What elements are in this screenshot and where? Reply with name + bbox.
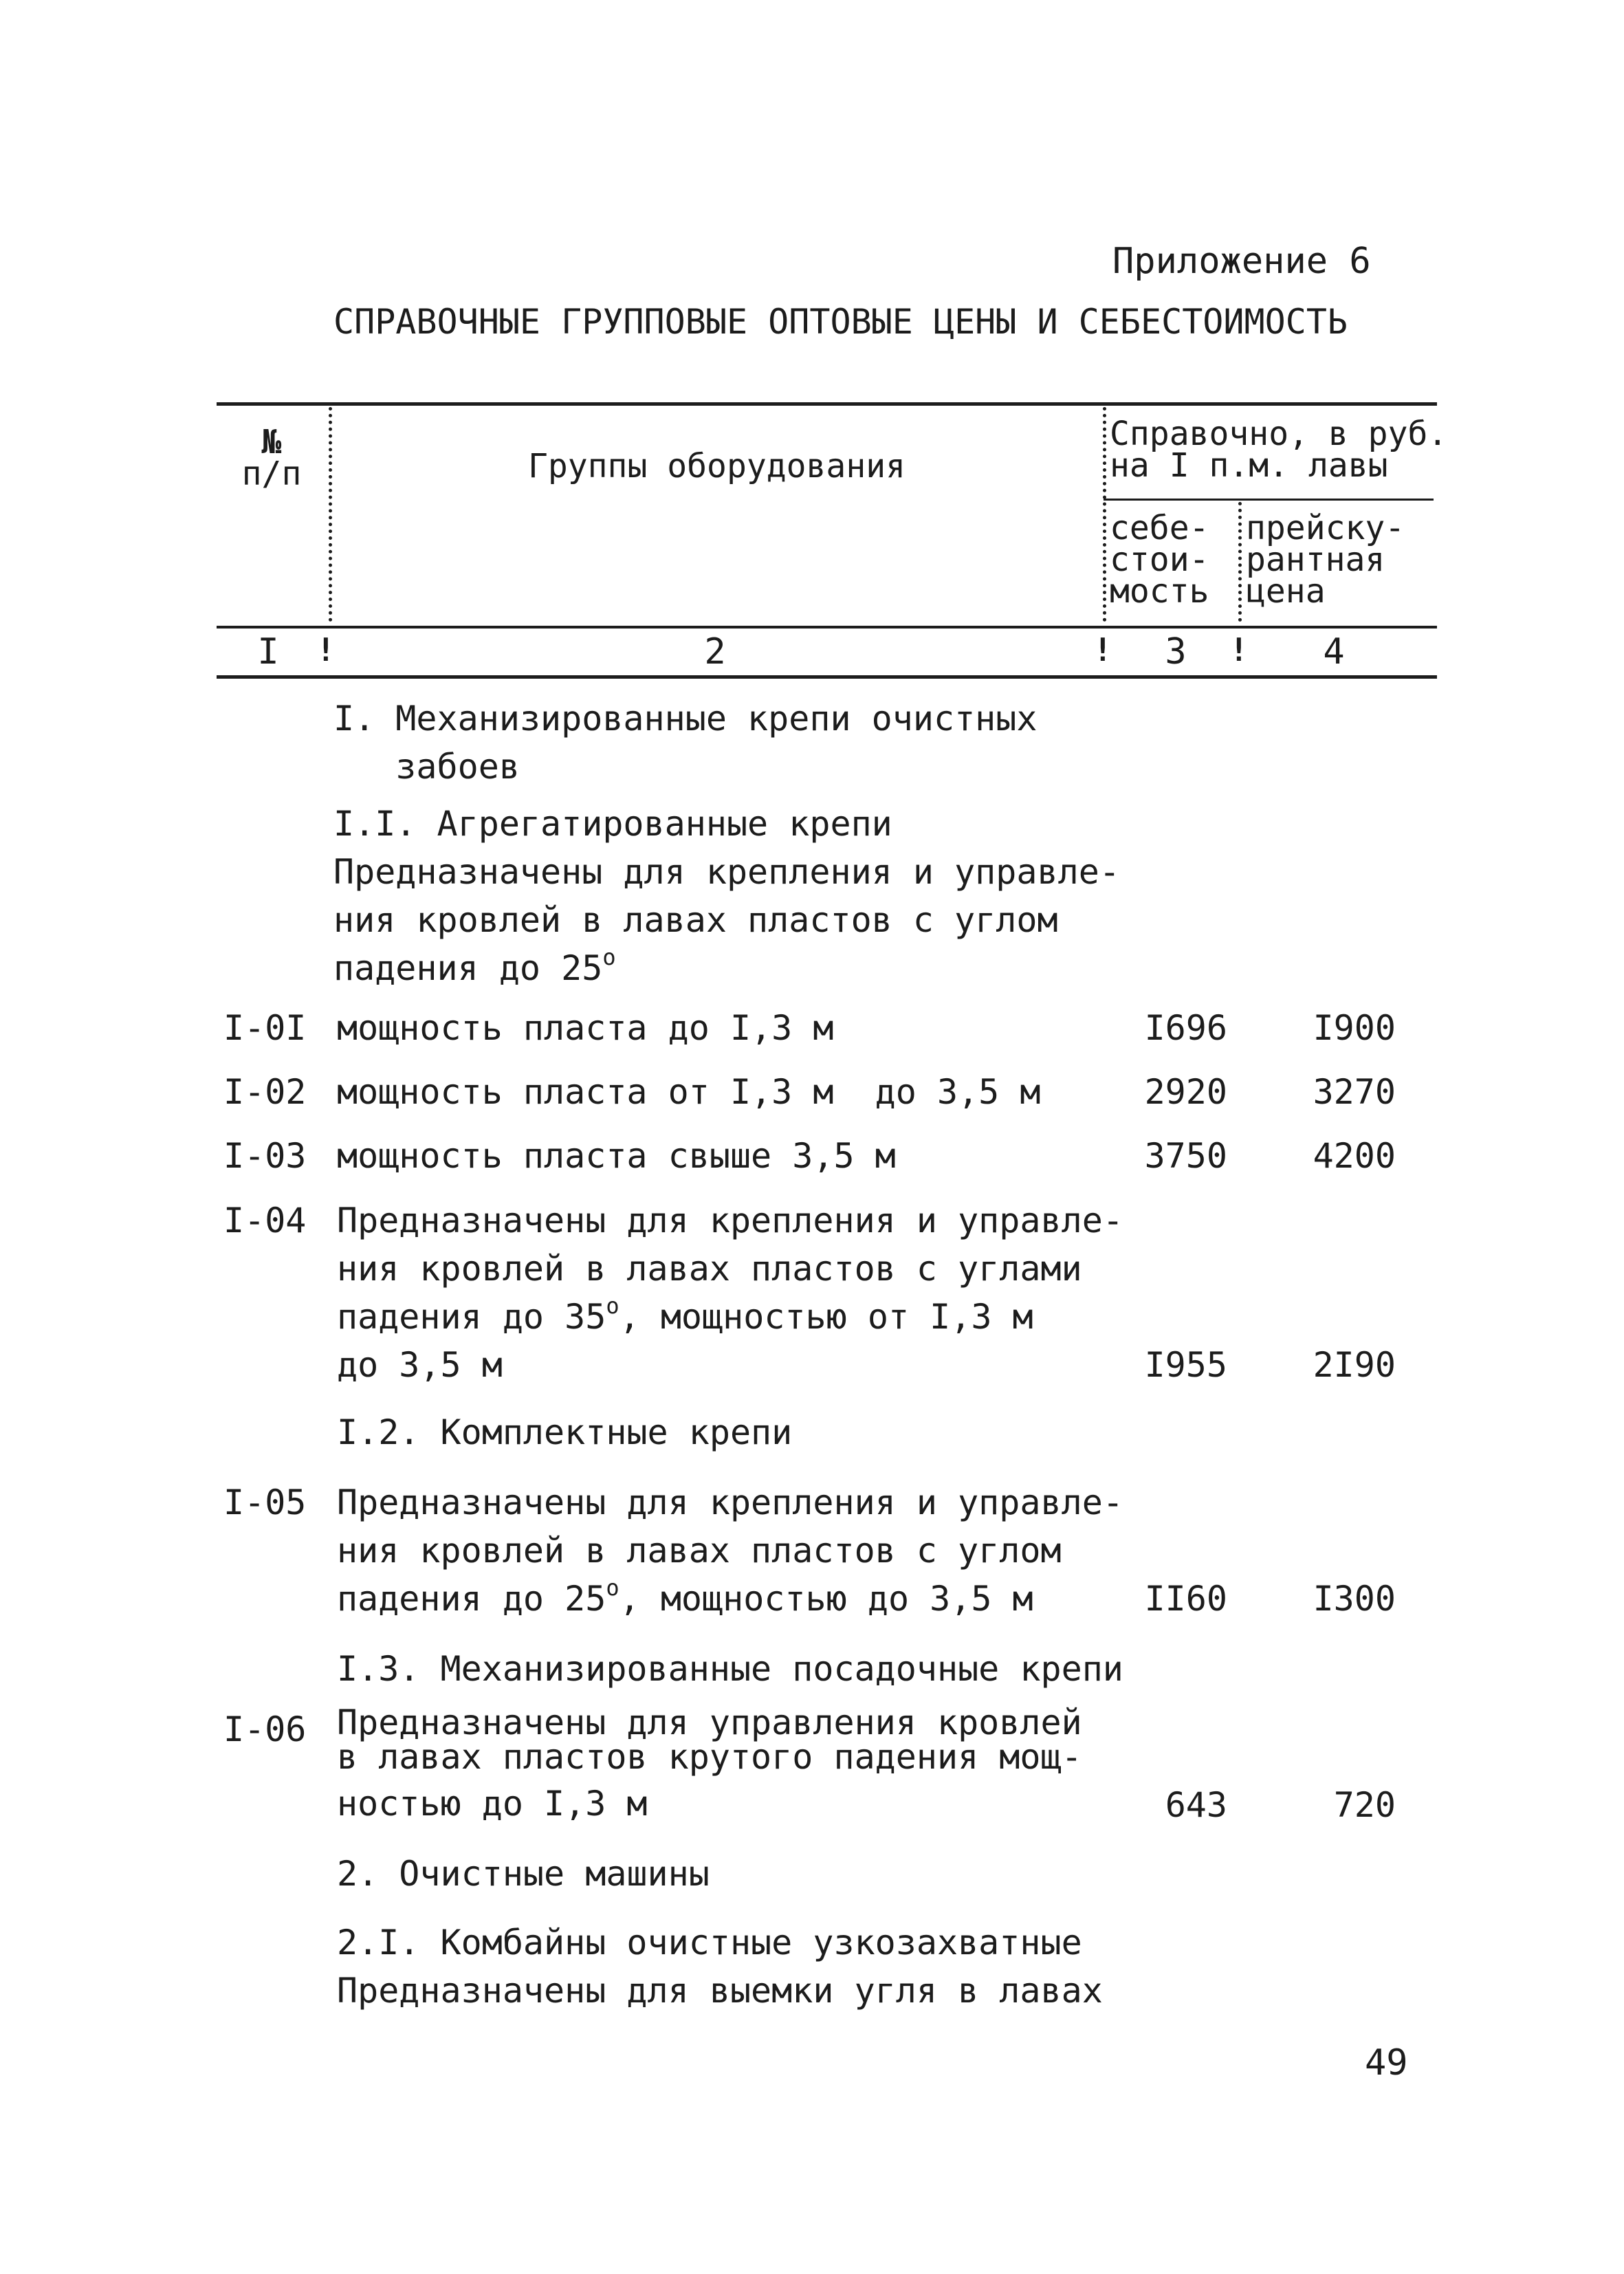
col-number-2: 2 (704, 631, 726, 673)
col-separator-1 (329, 407, 332, 622)
row-cost: 643 (1165, 1785, 1227, 1825)
header-no: № п/п (241, 423, 302, 493)
row-cost: 2920 (1144, 1072, 1227, 1112)
row-price: I900 (1313, 1008, 1396, 1048)
num-separator-2: ! (1093, 631, 1112, 668)
row-number: I-04 (223, 1201, 307, 1240)
row-number: I-03 (223, 1136, 307, 1176)
num-separator-3: ! (1229, 631, 1249, 668)
row-description: мощность пласта от I,3 м до 3,5 м (337, 1072, 1041, 1112)
row-cost: 3750 (1144, 1136, 1227, 1176)
row-price: I300 (1313, 1579, 1396, 1619)
appendix-label: Приложение 6 (1112, 241, 1371, 282)
page-number: 49 (1365, 2042, 1408, 2084)
header-equipment-groups: Группы оборудования (527, 447, 906, 485)
col-number-3: 3 (1165, 631, 1187, 673)
row-cost: I955 (1144, 1345, 1227, 1385)
row-number: I-0I (223, 1008, 307, 1048)
header-cost: себе- стои- мость (1110, 509, 1209, 611)
header-price: прейску- рантная цена (1246, 509, 1405, 611)
col-number-4: 4 (1323, 631, 1345, 673)
col-number-1: I (257, 631, 279, 673)
row-description: Предназначены для управления кровлей в лавах пластов крутого падения мощ- ностью до I,3 м (337, 1703, 1082, 1824)
row-description: мощность пласта свыше 3,5 м (337, 1136, 896, 1176)
col-separator-3 (1238, 502, 1242, 622)
subsection-heading: I.2. Комплектные крепи (337, 1412, 793, 1452)
subsection-heading: I.I. Агрегатированные крепи Предназначены для крепления и управле- ния кровлей в лавах пластов с углом падения до $25^о$ (333, 804, 1120, 988)
table-top-rule (217, 402, 1437, 406)
row-cost: II60 (1144, 1579, 1227, 1619)
row-price: 4200 (1313, 1136, 1396, 1176)
row-description: Предназначены для крепления и управле- ния кровлей в лавах пластов с углом падения до $25^о$, мощностью до 3,5 м (337, 1483, 1123, 1619)
subsection-heading: I.3. Механизированные посадочные крепи (337, 1649, 1123, 1689)
subheader-rule (1104, 499, 1434, 501)
header-reference: Справочно, в руб. на I п.м. лавы (1110, 415, 1448, 485)
row-description: мощность пласта до I,3 м (337, 1008, 834, 1048)
num-separator-1: ! (316, 631, 336, 668)
subsection-heading: 2.I. Комбайны очистные узкозахватные Предназначены для выемки угля в лавах (337, 1923, 1103, 2011)
row-number: I-06 (223, 1709, 307, 1749)
row-cost: I696 (1144, 1008, 1227, 1048)
numbers-bottom-rule (217, 675, 1437, 679)
row-price: 720 (1333, 1785, 1396, 1825)
col-separator-2 (1103, 407, 1106, 622)
row-price: 2I90 (1313, 1345, 1396, 1385)
row-number: I-02 (223, 1072, 307, 1112)
row-price: 3270 (1313, 1072, 1396, 1112)
row-description: Предназначены для крепления и управле- ния кровлей в лавах пластов с углами падения до $35^о$, мощностью от I,3 м до 3,5 м (337, 1201, 1123, 1385)
row-number: I-05 (223, 1483, 307, 1522)
header-bottom-rule (217, 626, 1437, 628)
section-heading: 2. Очистные машины (337, 1854, 710, 1894)
section-heading: I. Механизированные крепи очистных забоев (333, 699, 1038, 787)
page-title: СПРАВОЧНЫЕ ГРУППОВЫЕ ОПТОВЫЕ ЦЕНЫ И СЕБЕСТОИМОСТЬ (333, 302, 1348, 342)
